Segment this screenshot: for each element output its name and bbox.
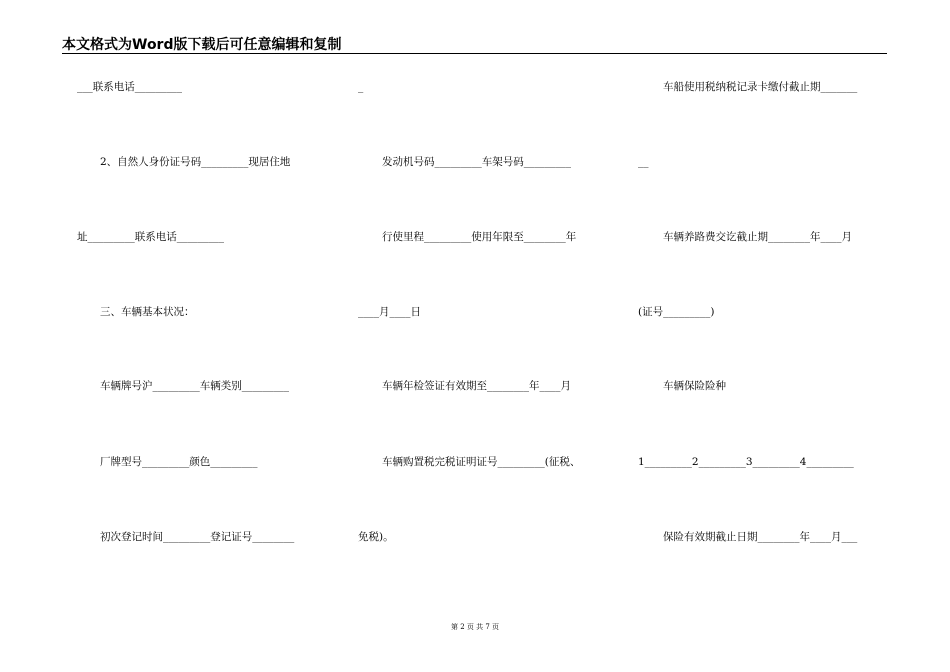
left-line-model-color: 厂牌型号_________颜色_________ — [100, 456, 258, 468]
middle-line-engine-frame: 发动机号码_________车架号码_________ — [382, 156, 571, 168]
middle-line-month-day: ____月____日 — [358, 306, 421, 318]
right-line-insurance-expiry: 保险有效期截止日期________年____月___ — [663, 531, 858, 543]
left-line-plate-number: 车辆牌号沪_________车辆类别_________ — [100, 380, 289, 392]
middle-line-inspection: 车辆年检签证有效期至________年____月 — [382, 380, 571, 392]
left-line-contact-phone: ___联系电话_________ — [77, 81, 182, 93]
left-line-section-heading: 三、车辆基本状况： — [100, 306, 195, 318]
right-line-insurance-list: 1_________2_________3_________4_________ — [638, 456, 854, 468]
right-line-underscore: __ — [638, 156, 649, 168]
page-footer-number: 第 2 页 共 7 页 — [450, 623, 500, 631]
header-divider — [62, 53, 887, 54]
left-line-id-number: 2、自然人身份证号码_________现居住地 — [100, 156, 291, 168]
middle-line-tax-exempt: 免税)。 — [358, 531, 394, 543]
left-line-registration: 初次登记时间_________登记证号________ — [100, 531, 295, 543]
right-line-certificate-number: (证号_________) — [638, 306, 715, 318]
middle-line-mileage: 行使里程_________使用年限至________年 — [382, 231, 577, 243]
page-header-title: 本文格式为Word版下载后可任意编辑和复制 — [62, 37, 342, 53]
middle-line-underscore: _ — [358, 81, 364, 93]
middle-line-purchase-tax: 车辆购置税完税证明证号_________(征税、 — [382, 456, 581, 468]
right-line-insurance-type: 车辆保险险种 — [663, 380, 726, 392]
left-line-address-phone: 址_________联系电话_________ — [77, 231, 224, 243]
right-line-vessel-tax: 车船使用税纳税记录卡缴付截止期_______ — [663, 81, 858, 93]
right-line-road-fee: 车辆养路费交讫截止期________年____月 — [663, 231, 852, 243]
